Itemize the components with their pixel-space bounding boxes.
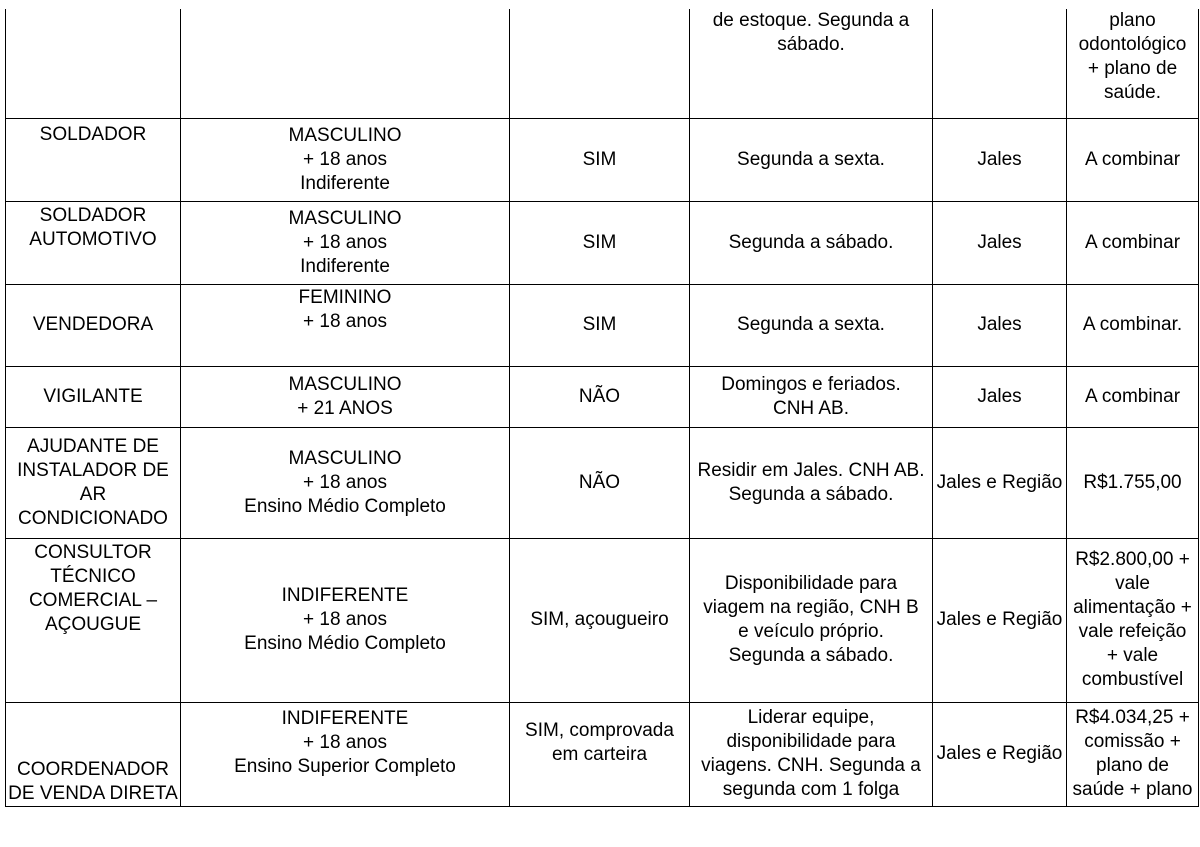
job-listings-table	[5, 9, 1199, 807]
salario-cell: A combinar.	[1067, 284, 1199, 366]
requisitos-cell: INDIFERENTE + 18 anos Ensino Médio Completo	[181, 538, 510, 702]
cargo-cell	[6, 9, 181, 118]
experiencia-cell	[510, 9, 690, 118]
observacoes-cell: Residir em Jales. CNH AB. Segunda a sábado.	[690, 427, 933, 538]
requisitos-cell: FEMININO + 18 anos	[181, 284, 510, 366]
salario-cell: A combinar	[1067, 201, 1199, 284]
cargo-cell: SOLDADOR AUTOMOTIVO	[6, 201, 181, 284]
local-cell	[933, 9, 1067, 118]
salario-cell: R$2.800,00 + vale alimentação + vale refeição + vale combustível	[1067, 538, 1199, 702]
experiencia-cell: SIM	[510, 284, 690, 366]
observacoes-cell: Segunda a sexta.	[690, 118, 933, 201]
experiencia-cell: SIM, comprovada em carteira	[510, 702, 690, 806]
table-row	[6, 284, 1199, 366]
observacoes-cell: Segunda a sábado.	[690, 201, 933, 284]
table-row	[6, 538, 1199, 702]
salario-cell: R$4.034,25 + comissão + plano de saúde + plano	[1067, 702, 1199, 806]
local-cell: Jales e Região	[933, 702, 1067, 806]
table-row	[6, 9, 1199, 118]
cargo-cell: SOLDADOR	[6, 118, 181, 201]
table-row	[6, 366, 1199, 427]
requisitos-cell: INDIFERENTE + 18 anos Ensino Superior Completo	[181, 702, 510, 806]
observacoes-cell: Disponibilidade para viagem na região, CNH B e veículo próprio. Segunda a sábado.	[690, 538, 933, 702]
salario-cell: A combinar	[1067, 118, 1199, 201]
local-cell: Jales	[933, 118, 1067, 201]
experiencia-cell: NÃO	[510, 366, 690, 427]
local-cell: Jales	[933, 366, 1067, 427]
observacoes-cell: Liderar equipe, disponibilidade para viagens. CNH. Segunda a segunda com 1 folga	[690, 702, 933, 806]
experiencia-cell: SIM	[510, 118, 690, 201]
requisitos-cell: MASCULINO + 18 anos Ensino Médio Completo	[181, 427, 510, 538]
observacoes-cell: Domingos e feriados. CNH AB.	[690, 366, 933, 427]
cargo-cell: CONSULTOR TÉCNICO COMERCIAL – AÇOUGUE	[6, 538, 181, 702]
experiencia-cell: SIM, açougueiro	[510, 538, 690, 702]
local-cell: Jales	[933, 284, 1067, 366]
salario-cell: R$1.755,00	[1067, 427, 1199, 538]
observacoes-cell: de estoque. Segunda a sábado.	[690, 9, 933, 118]
cargo-cell: AJUDANTE DE INSTALADOR DE AR CONDICIONADO	[6, 427, 181, 538]
cargo-cell: COORDENADOR DE VENDA DIRETA	[6, 702, 181, 806]
salario-cell: A combinar	[1067, 366, 1199, 427]
table-row	[6, 118, 1199, 201]
experiencia-cell: NÃO	[510, 427, 690, 538]
table-row	[6, 702, 1199, 806]
local-cell: Jales	[933, 201, 1067, 284]
cargo-cell: VIGILANTE	[6, 366, 181, 427]
table-row	[6, 201, 1199, 284]
requisitos-cell: MASCULINO + 18 anos Indiferente	[181, 118, 510, 201]
local-cell: Jales e Região	[933, 538, 1067, 702]
local-cell: Jales e Região	[933, 427, 1067, 538]
requisitos-cell	[181, 9, 510, 118]
requisitos-cell: MASCULINO + 21 ANOS	[181, 366, 510, 427]
observacoes-cell: Segunda a sexta.	[690, 284, 933, 366]
requisitos-cell: MASCULINO + 18 anos Indiferente	[181, 201, 510, 284]
salario-cell: plano odontológico + plano de saúde.	[1067, 9, 1199, 118]
table-row	[6, 427, 1199, 538]
experiencia-cell: SIM	[510, 201, 690, 284]
cargo-cell: VENDEDORA	[6, 284, 181, 366]
